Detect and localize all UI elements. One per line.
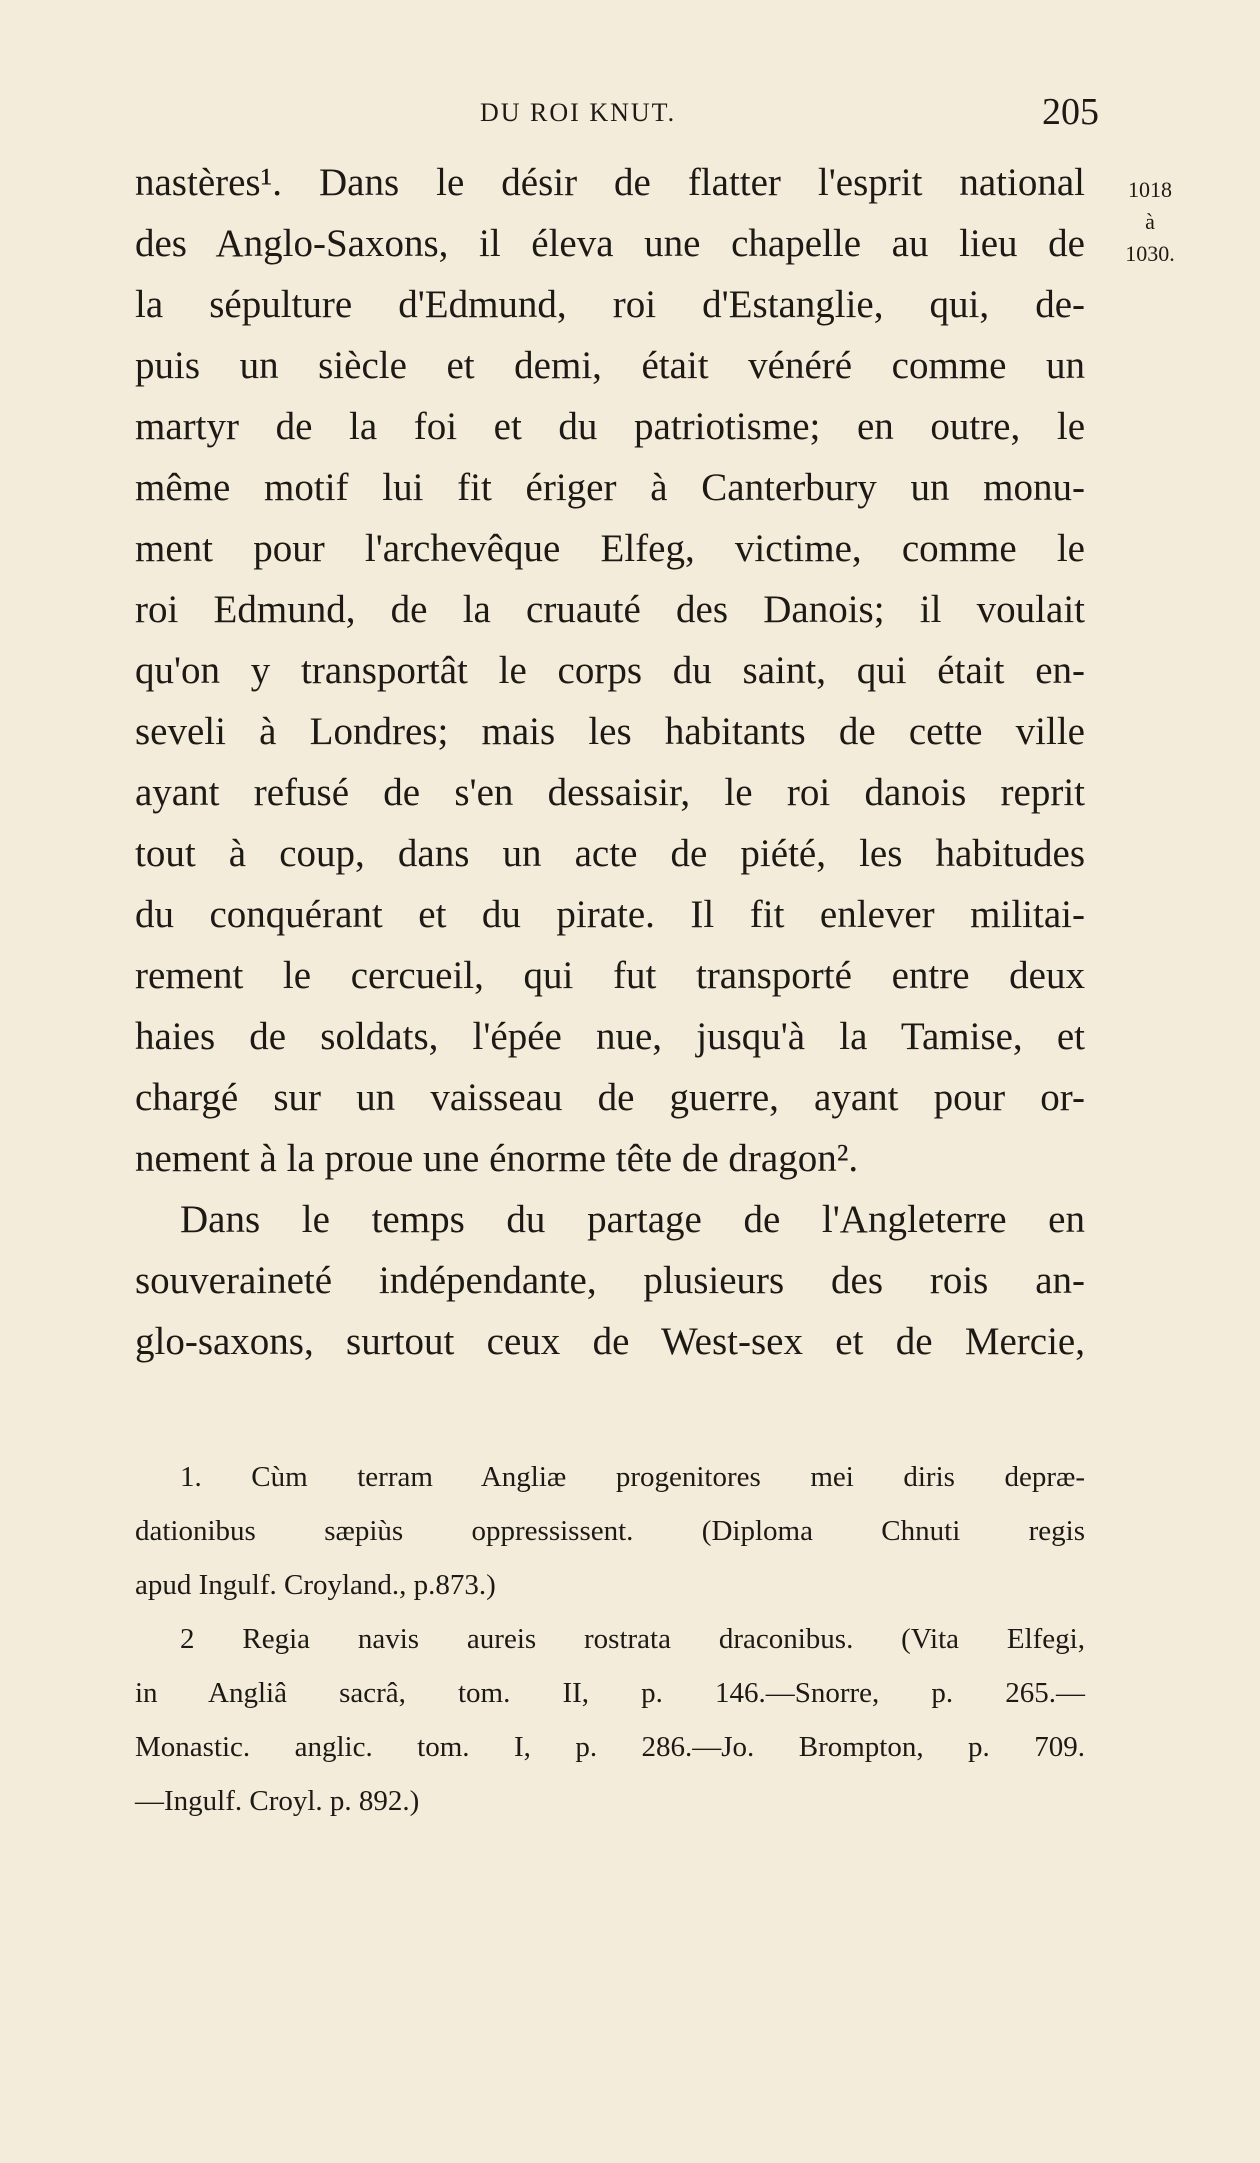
text-line: souveraineté indépendante, plusieurs des rois an- — [135, 1259, 1085, 1302]
text-line: du conquérant et du pirate. Il fit enlever militai- — [135, 893, 1085, 936]
text-line: haies de soldats, l'épée nue, jusqu'à la Tamise, et — [135, 1015, 1085, 1058]
text-line: ayant refusé de s'en dessaisir, le roi danois reprit — [135, 771, 1085, 814]
text-line: roi Edmund, de la cruauté des Danois; il voulait — [135, 588, 1085, 631]
margin-date-from: 1018 — [1128, 177, 1172, 202]
page-number: 205 — [1042, 91, 1099, 133]
text-line: nastères¹. Dans le désir de flatter l'esprit national — [135, 161, 1085, 204]
text-line: nement à la proue une énorme tête de dragon². — [135, 1137, 859, 1180]
footnote-line: —Ingulf. Croyl. p. 892.) — [135, 1785, 420, 1817]
footnote-line: apud Ingulf. Croyland., p.873.) — [135, 1569, 496, 1601]
text-line: tout à coup, dans un acte de piété, les habitudes — [135, 832, 1085, 875]
footnote-line: dationibus sæpiùs oppressissent. (Diploma Chnuti regis — [135, 1515, 1085, 1547]
margin-date-to: 1030. — [1125, 241, 1175, 266]
main-text — [135, 152, 1085, 1372]
margin-date-separator: à — [1145, 209, 1155, 234]
running-title: DU ROI KNUT. — [480, 98, 677, 127]
footnotes — [135, 1450, 1085, 1828]
text-line: même motif lui fit ériger à Canterbury un monu- — [135, 466, 1085, 509]
text-line: Dans le temps du partage de l'Angleterre en — [180, 1198, 1085, 1241]
text-line: seveli à Londres; mais les habitants de cette ville — [135, 710, 1085, 753]
text-line: puis un siècle et demi, était vénéré comme un — [135, 344, 1085, 387]
footnote-line: 1. Cùm terram Angliæ progenitores mei diris depræ- — [180, 1461, 1085, 1493]
margin-date-range — [1110, 174, 1190, 270]
footnote-line: Monastic. anglic. tom. I, p. 286.—Jo. Brompton, p. 709. — [135, 1731, 1085, 1763]
text-line: glo-saxons, surtout ceux de West-sex et de Mercie, — [135, 1320, 1085, 1363]
text-line: la sépulture d'Edmund, roi d'Estanglie, qui, de- — [135, 283, 1085, 326]
running-header — [135, 91, 1099, 138]
text-line: ment pour l'archevêque Elfeg, victime, comme le — [135, 527, 1085, 570]
text-line: martyr de la foi et du patriotisme; en outre, le — [135, 405, 1085, 448]
text-line: qu'on y transportât le corps du saint, qui était en- — [135, 649, 1085, 692]
text-line: des Anglo-Saxons, il éleva une chapelle au lieu de — [135, 222, 1085, 265]
footnote-line: in Angliâ sacrâ, tom. II, p. 146.—Snorre, p. 265.— — [135, 1677, 1085, 1709]
text-line: chargé sur un vaisseau de guerre, ayant pour or- — [135, 1076, 1085, 1119]
footnote-line: 2 Regia navis aureis rostrata draconibus. (Vita Elfegi, — [180, 1623, 1085, 1655]
text-line: rement le cercueil, qui fut transporté entre deux — [135, 954, 1085, 997]
